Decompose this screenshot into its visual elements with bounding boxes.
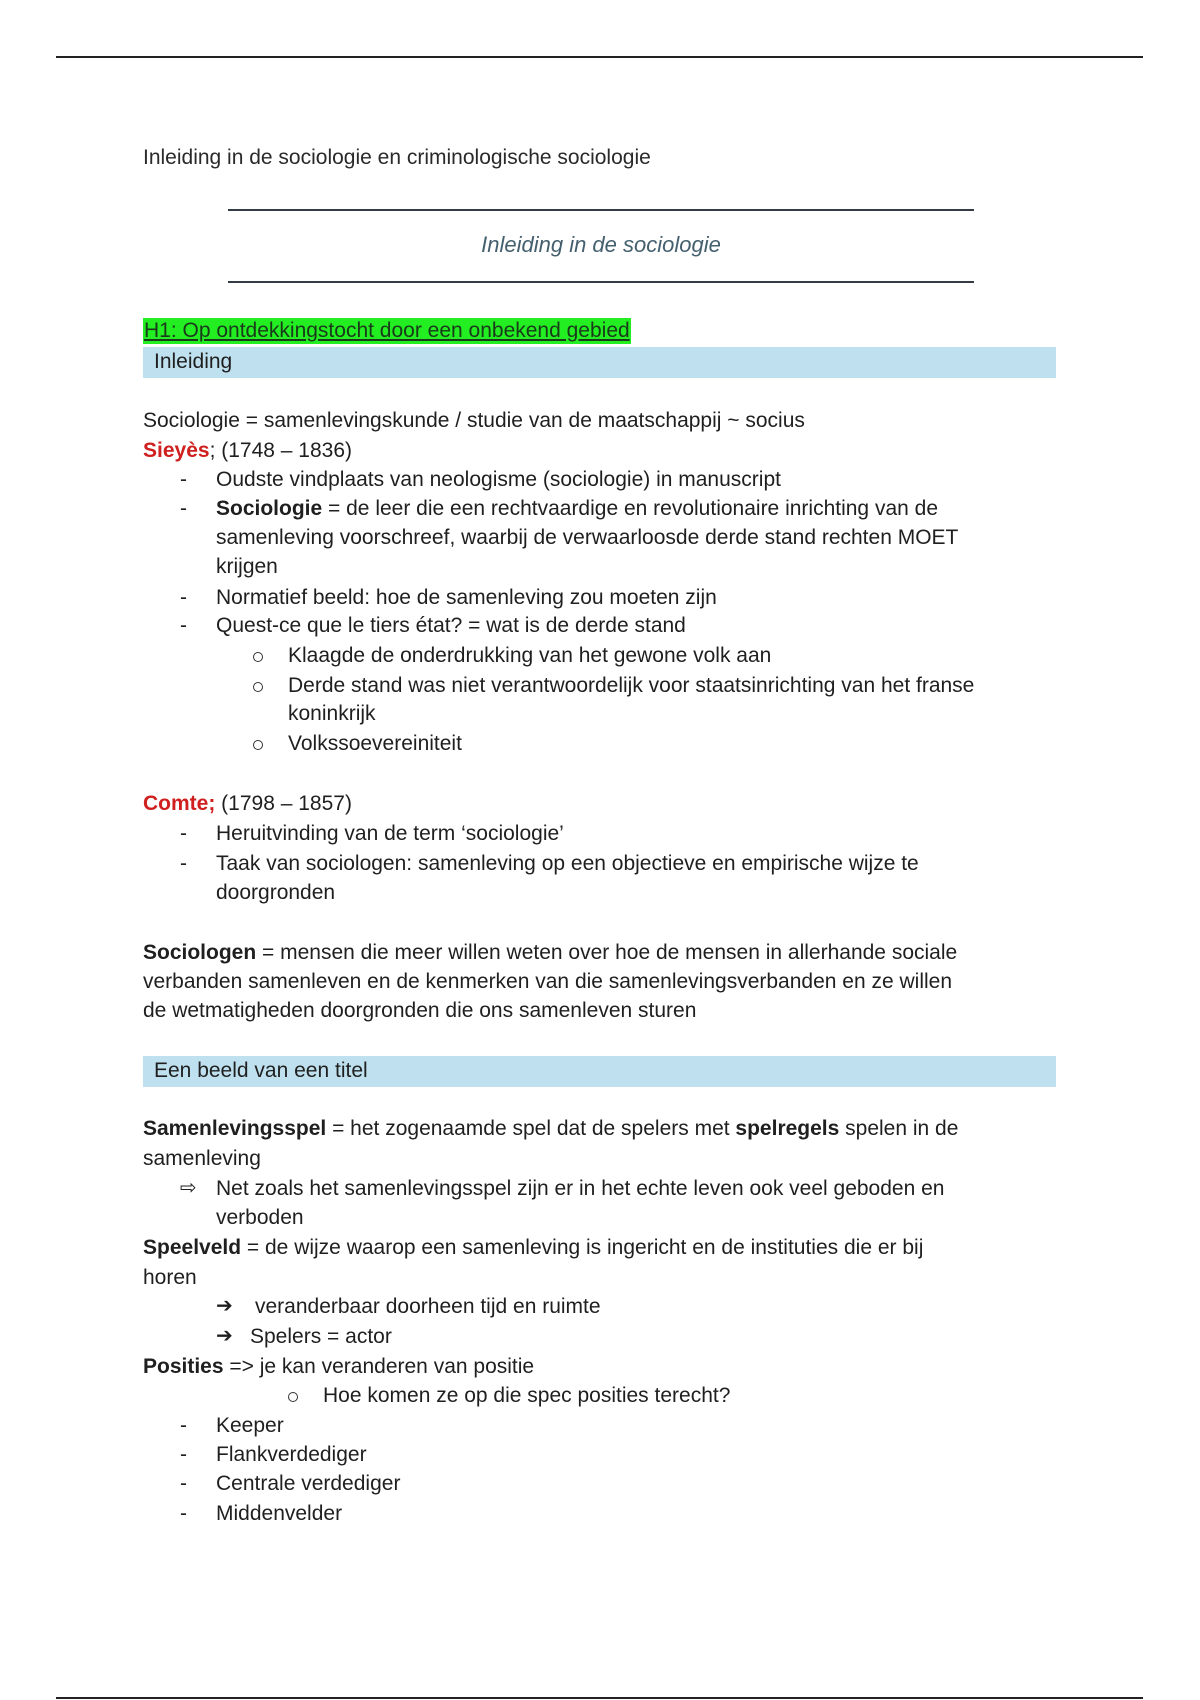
bullet-dash: - [180, 852, 187, 875]
bullet-circle [288, 1392, 298, 1402]
list-item-text: = de leer die een rechtvaardige en revolutionaire inrichting van de [322, 497, 938, 520]
list-item: Flankverdediger [216, 1443, 367, 1466]
page-bottom-rule [56, 1697, 1143, 1699]
samenlevingsspel-definition [143, 1115, 958, 1143]
bullet-dash: - [180, 1472, 187, 1495]
sociologie-definition: Sociologie = samenlevingskunde / studie van de maatschappij ~ socius [143, 409, 805, 432]
bullet-circle [253, 682, 263, 692]
list-item: Middenvelder [216, 1502, 343, 1525]
arrow-right-icon: ➔ [216, 1325, 233, 1347]
bullet-dash: - [180, 1502, 187, 1525]
bullet-circle [253, 740, 263, 750]
sociologen-definition [143, 939, 957, 967]
list-item [216, 495, 938, 523]
arrow-item-continuation: verboden [216, 1206, 304, 1229]
list-item: Oudste vindplaats van neologisme (sociologie) in manuscript [216, 468, 781, 491]
term-speelveld: Speelveld [143, 1236, 242, 1259]
arrow-item: Net zoals het samenlevingsspel zijn er in het echte leven ook veel geboden en [216, 1177, 945, 1200]
arrow-item: veranderbaar doorheen tijd en ruimte [255, 1295, 601, 1318]
bullet-dash: - [180, 1443, 187, 1466]
definition-text: = mensen die meer willen weten over hoe de mensen in allerhande sociale [256, 941, 958, 964]
term-posities: Posities [143, 1355, 224, 1378]
subtitle-rule-top [228, 209, 974, 211]
list-item: Keeper [216, 1414, 284, 1437]
sub-list-item: Klaagde de onderdrukking van het gewone volk aan [288, 644, 772, 667]
posities-definition [143, 1353, 534, 1381]
arrow-right-icon: ➔ [216, 1295, 233, 1317]
definition-continuation: verbanden samenleven en de kenmerken van die samenlevingsverbanden en ze willen [143, 970, 953, 993]
definition-continuation: horen [143, 1266, 197, 1289]
sieyes-line [143, 437, 352, 465]
hollow-arrow-icon: ⇨ [180, 1177, 197, 1199]
list-item: Normatief beeld: hoe de samenleving zou moeten zijn [216, 586, 717, 609]
definition-continuation: samenleving [143, 1147, 261, 1170]
bullet-dash: - [180, 497, 187, 520]
arrow-item: Spelers = actor [250, 1325, 392, 1348]
sub-list-item: Hoe komen ze op die spec posities terecht? [323, 1384, 731, 1407]
subtitle-rule-bottom [228, 281, 974, 283]
document-header-title: Inleiding in de sociologie en criminologische sociologie [143, 146, 651, 169]
bullet-dash: - [180, 586, 187, 609]
sieyes-dates: ; (1748 – 1836) [209, 439, 352, 462]
section-heading-label: Inleiding [154, 350, 233, 373]
definition-continuation: de wetmatigheden doorgronden die ons samenleven sturen [143, 999, 697, 1022]
bullet-circle [253, 652, 263, 662]
sub-list-item: Volkssoevereiniteit [288, 732, 462, 755]
bullet-dash: - [180, 468, 187, 491]
term-spelregels: spelregels [735, 1117, 840, 1140]
section-heading-inleiding [143, 347, 1056, 378]
list-item: Heruitvinding van de term ‘sociologie’ [216, 822, 564, 845]
definition-text: spelen in de [839, 1117, 959, 1140]
term-samenlevingsspel: Samenlevingsspel [143, 1117, 327, 1140]
comte-name: Comte; [143, 792, 216, 815]
list-item: Centrale verdediger [216, 1472, 401, 1495]
page-top-rule [56, 56, 1143, 58]
bullet-dash: - [180, 822, 187, 845]
list-item-continuation: doorgronden [216, 881, 336, 904]
comte-line [143, 790, 352, 818]
list-item-continuation: krijgen [216, 555, 278, 578]
chapter-heading: H1: Op ontdekkingstocht door een onbekend gebied [144, 319, 630, 342]
sub-list-item-continuation: koninkrijk [288, 702, 376, 725]
list-item-continuation: samenleving voorschreef, waarbij de verwaarloosde derde stand rechten MOET [216, 526, 959, 549]
comte-dates: (1798 – 1857) [215, 792, 352, 815]
term-sociologie: Sociologie [216, 497, 323, 520]
definition-text: = het zogenaamde spel dat de spelers met [326, 1117, 736, 1140]
list-item: Quest-ce que le tiers état? = wat is de derde stand [216, 614, 686, 637]
sieyes-name: Sieyès [143, 439, 210, 462]
definition-text: => je kan veranderen van positie [223, 1355, 535, 1378]
section-heading-beeld [143, 1056, 1056, 1087]
bullet-dash: - [180, 614, 187, 637]
speelveld-definition [143, 1234, 923, 1262]
term-sociologen: Sociologen [143, 941, 257, 964]
sub-list-item: Derde stand was niet verantwoordelijk voor staatsinrichting van het franse [288, 674, 975, 697]
section-heading-label: Een beeld van een titel [154, 1059, 368, 1082]
definition-text: = de wijze waarop een samenleving is ingericht en de instituties die er bij [241, 1236, 924, 1259]
list-item: Taak van sociologen: samenleving op een objectieve en empirische wijze te [216, 852, 919, 875]
bullet-dash: - [180, 1414, 187, 1437]
subtitle: Inleiding in de sociologie [481, 232, 721, 257]
